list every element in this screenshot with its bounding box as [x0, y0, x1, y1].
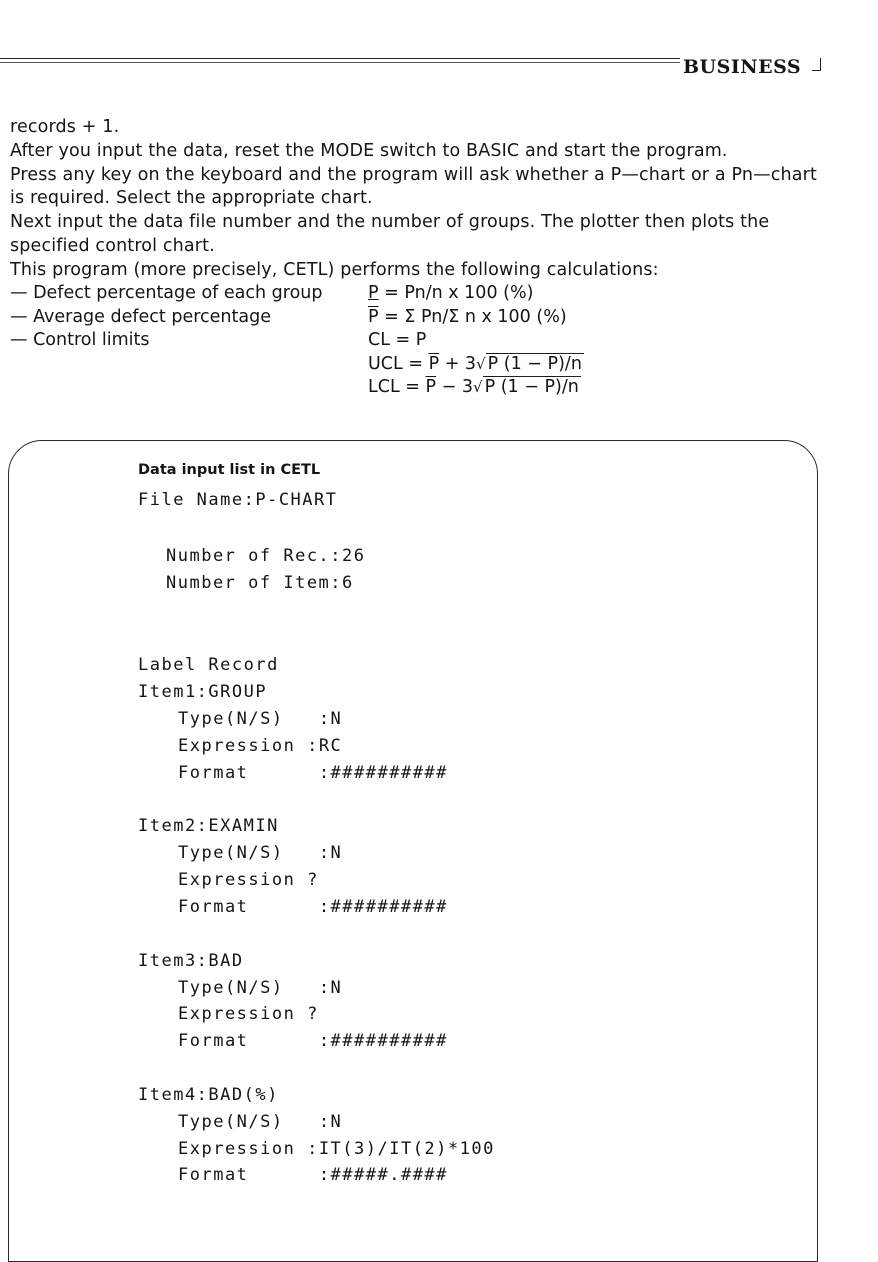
formula-lcl-radicand [483, 376, 581, 397]
paragraph: Press any key on the keyboard and the program will ask whether a P—chart or a Pn—chart is required. Select the appropriate chart. [10, 164, 817, 209]
calc-label: — Defect percentage of each group [10, 283, 323, 303]
formula-pbar-rhs: = Σ Pn/Σ n x 100 (%) [384, 306, 567, 327]
sqrt-icon: √ [476, 354, 486, 373]
item-format: Format :########## [178, 763, 448, 783]
calculation-formulas [368, 282, 584, 400]
item-header: Item4:BAD(%) [138, 1085, 279, 1105]
formula-cl: CL = P [368, 330, 427, 350]
formula-pbar [368, 306, 584, 330]
calculation-labels [10, 282, 323, 353]
item-expression: Expression ? [178, 1004, 319, 1024]
formula-ucl-pbar: $\overline{P}$ [428, 353, 440, 374]
formula-p-symbol: P [368, 283, 379, 303]
radicand-end: )/n [558, 353, 582, 374]
formula-lcl-pbar: $\overline{P}$ [425, 377, 437, 397]
radicand-pbar: P [487, 353, 499, 374]
item-header: Item2:EXAMIN [138, 816, 279, 836]
label-record-line: Label Record [138, 655, 279, 675]
formula-ucl-radicand [486, 353, 584, 374]
item-type: Type(N/S) :N [178, 1112, 343, 1132]
radicand-pbar: $\overline{P}$ [547, 353, 559, 374]
formula-lcl [368, 376, 584, 400]
paragraph: records + 1. [10, 117, 120, 137]
formula-lcl-op: − 3 [436, 377, 474, 397]
item-type: Type(N/S) :N [178, 843, 343, 863]
calc-label: — Average defect percentage [10, 306, 271, 327]
item-type: Type(N/S) :N [178, 709, 343, 729]
data-list-caption: Data input list in CETL [138, 462, 321, 478]
formula-ucl [368, 353, 584, 377]
item-type: Type(N/S) :N [178, 978, 343, 998]
radicand-tail: (1 − [498, 353, 548, 374]
formula-lcl-sqrt [473, 376, 581, 400]
item-header: Item3:BAD [138, 951, 244, 971]
item-format: Format :#####.#### [178, 1165, 448, 1185]
paragraph: After you input the data, reset the MODE switch to BASIC and start the program. [10, 140, 728, 161]
item-expression: Expression ? [178, 870, 319, 890]
item-header: Item1:GROUP [138, 682, 268, 702]
item-format: Format :########## [178, 897, 448, 917]
num-items-line: Number of Item:6 [166, 573, 354, 593]
radicand-pbar: $\overline{P}$ [544, 377, 556, 397]
radicand-tail: (1 − [495, 377, 545, 397]
section-title: BUSINESS [683, 56, 802, 78]
sqrt-icon: √ [473, 378, 483, 396]
formula-p [368, 282, 584, 306]
num-records-line: Number of Rec.:26 [166, 546, 366, 566]
paragraph: This program (more precisely, CETL) performs the following calculations: [10, 259, 659, 280]
header-rule [0, 58, 680, 59]
body-text [10, 116, 830, 283]
radicand-pbar: P [484, 377, 496, 397]
formula-pbar-symbol: $\overline{P}$ [368, 306, 379, 327]
calc-label: — Control limits [10, 330, 150, 350]
formula-p-rhs: = Pn/n x 100 (%) [384, 283, 534, 303]
paragraph: Next input the data file number and the number of groups. The plotter then plots the specified control chart. [10, 212, 770, 256]
formula-lcl-lhs: LCL = [368, 377, 426, 397]
formula-ucl-sqrt [476, 353, 584, 377]
formula-ucl-op: + 3 [439, 353, 477, 374]
item-format: Format :########## [178, 1031, 448, 1051]
formula-ucl-lhs: UCL = [368, 353, 429, 374]
file-name-line: File Name:P-CHART [138, 490, 338, 510]
title-bracket [812, 58, 821, 71]
item-expression: Expression :IT(3)/IT(2)*100 [178, 1139, 495, 1159]
radicand-end: )/n [555, 377, 579, 397]
header-rule-secondary [0, 62, 680, 63]
item-expression: Expression :RC [178, 736, 343, 756]
